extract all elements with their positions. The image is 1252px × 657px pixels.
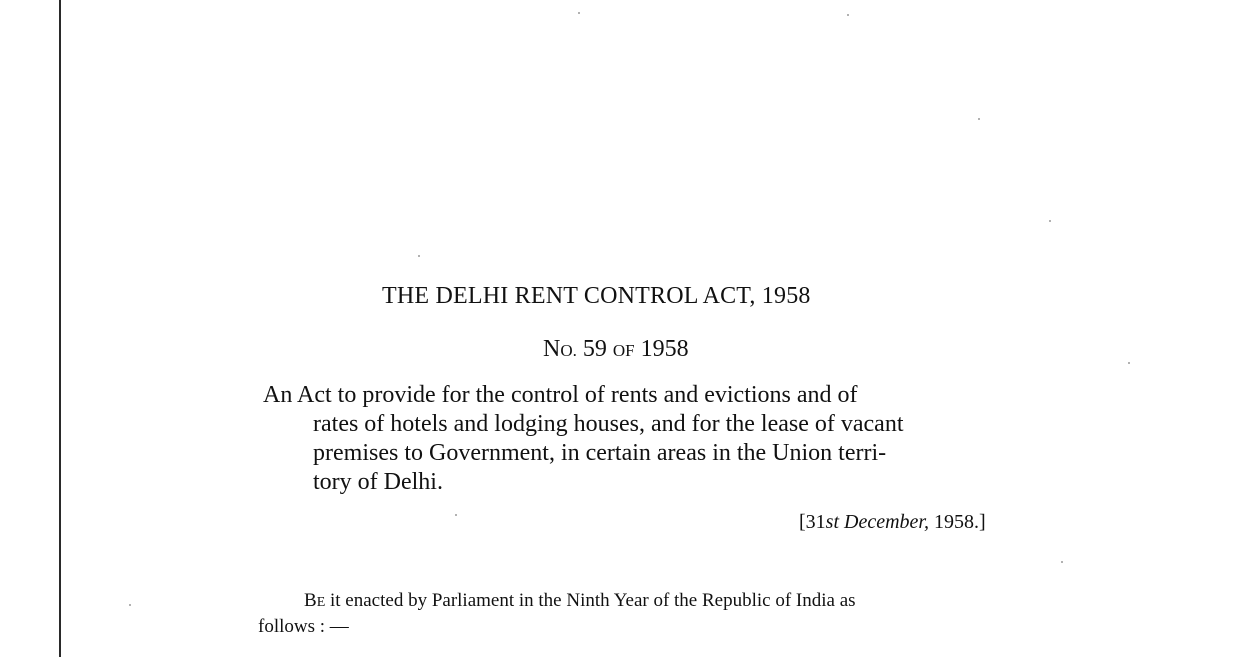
act-number [543, 336, 689, 363]
scan-speck [1061, 561, 1063, 563]
act-number-of: OF [612, 341, 635, 360]
scan-speck [978, 118, 980, 120]
enacting-line-rest: it enacted by Parliament in the Ninth Year of the Republic of India as [325, 590, 856, 611]
scan-speck [418, 255, 420, 257]
scan-speck [455, 514, 457, 516]
date-open: [31 [799, 511, 826, 533]
scan-speck [578, 12, 580, 14]
long-title-line: tory of Delhi. [313, 469, 443, 495]
act-number-initial: N [543, 336, 561, 362]
enacting-line [258, 589, 1018, 615]
act-number-abbrev: O. [560, 341, 577, 360]
long-title-line: rates of hotels and lodging houses, and for the lease of vacant [313, 411, 904, 437]
scan-speck [847, 14, 849, 16]
act-number-value: 59 [576, 336, 613, 362]
enacting-initial: B [304, 590, 317, 611]
act-title: THE DELHI RENT CONTROL ACT, 1958 [382, 283, 811, 309]
date-month: December, [839, 511, 929, 533]
long-title-line: An Act to provide for the control of rents and evictions and of [263, 382, 858, 408]
enacting-line: follows : — [258, 616, 349, 637]
date-suffix: st [825, 511, 840, 533]
enacting-clause [258, 589, 1018, 639]
act-number-year: 1958 [634, 336, 689, 362]
scan-speck [1128, 362, 1130, 364]
long-title-line: premises to Government, in certain areas in the Union terri- [313, 440, 887, 466]
scan-speck [129, 604, 131, 606]
enactment-date [799, 511, 986, 534]
long-title [263, 381, 1023, 497]
page-margin-line [59, 0, 61, 657]
scan-speck [1049, 220, 1051, 222]
date-year: 1958.] [928, 511, 986, 533]
enacting-initial-rest: E [316, 595, 326, 610]
